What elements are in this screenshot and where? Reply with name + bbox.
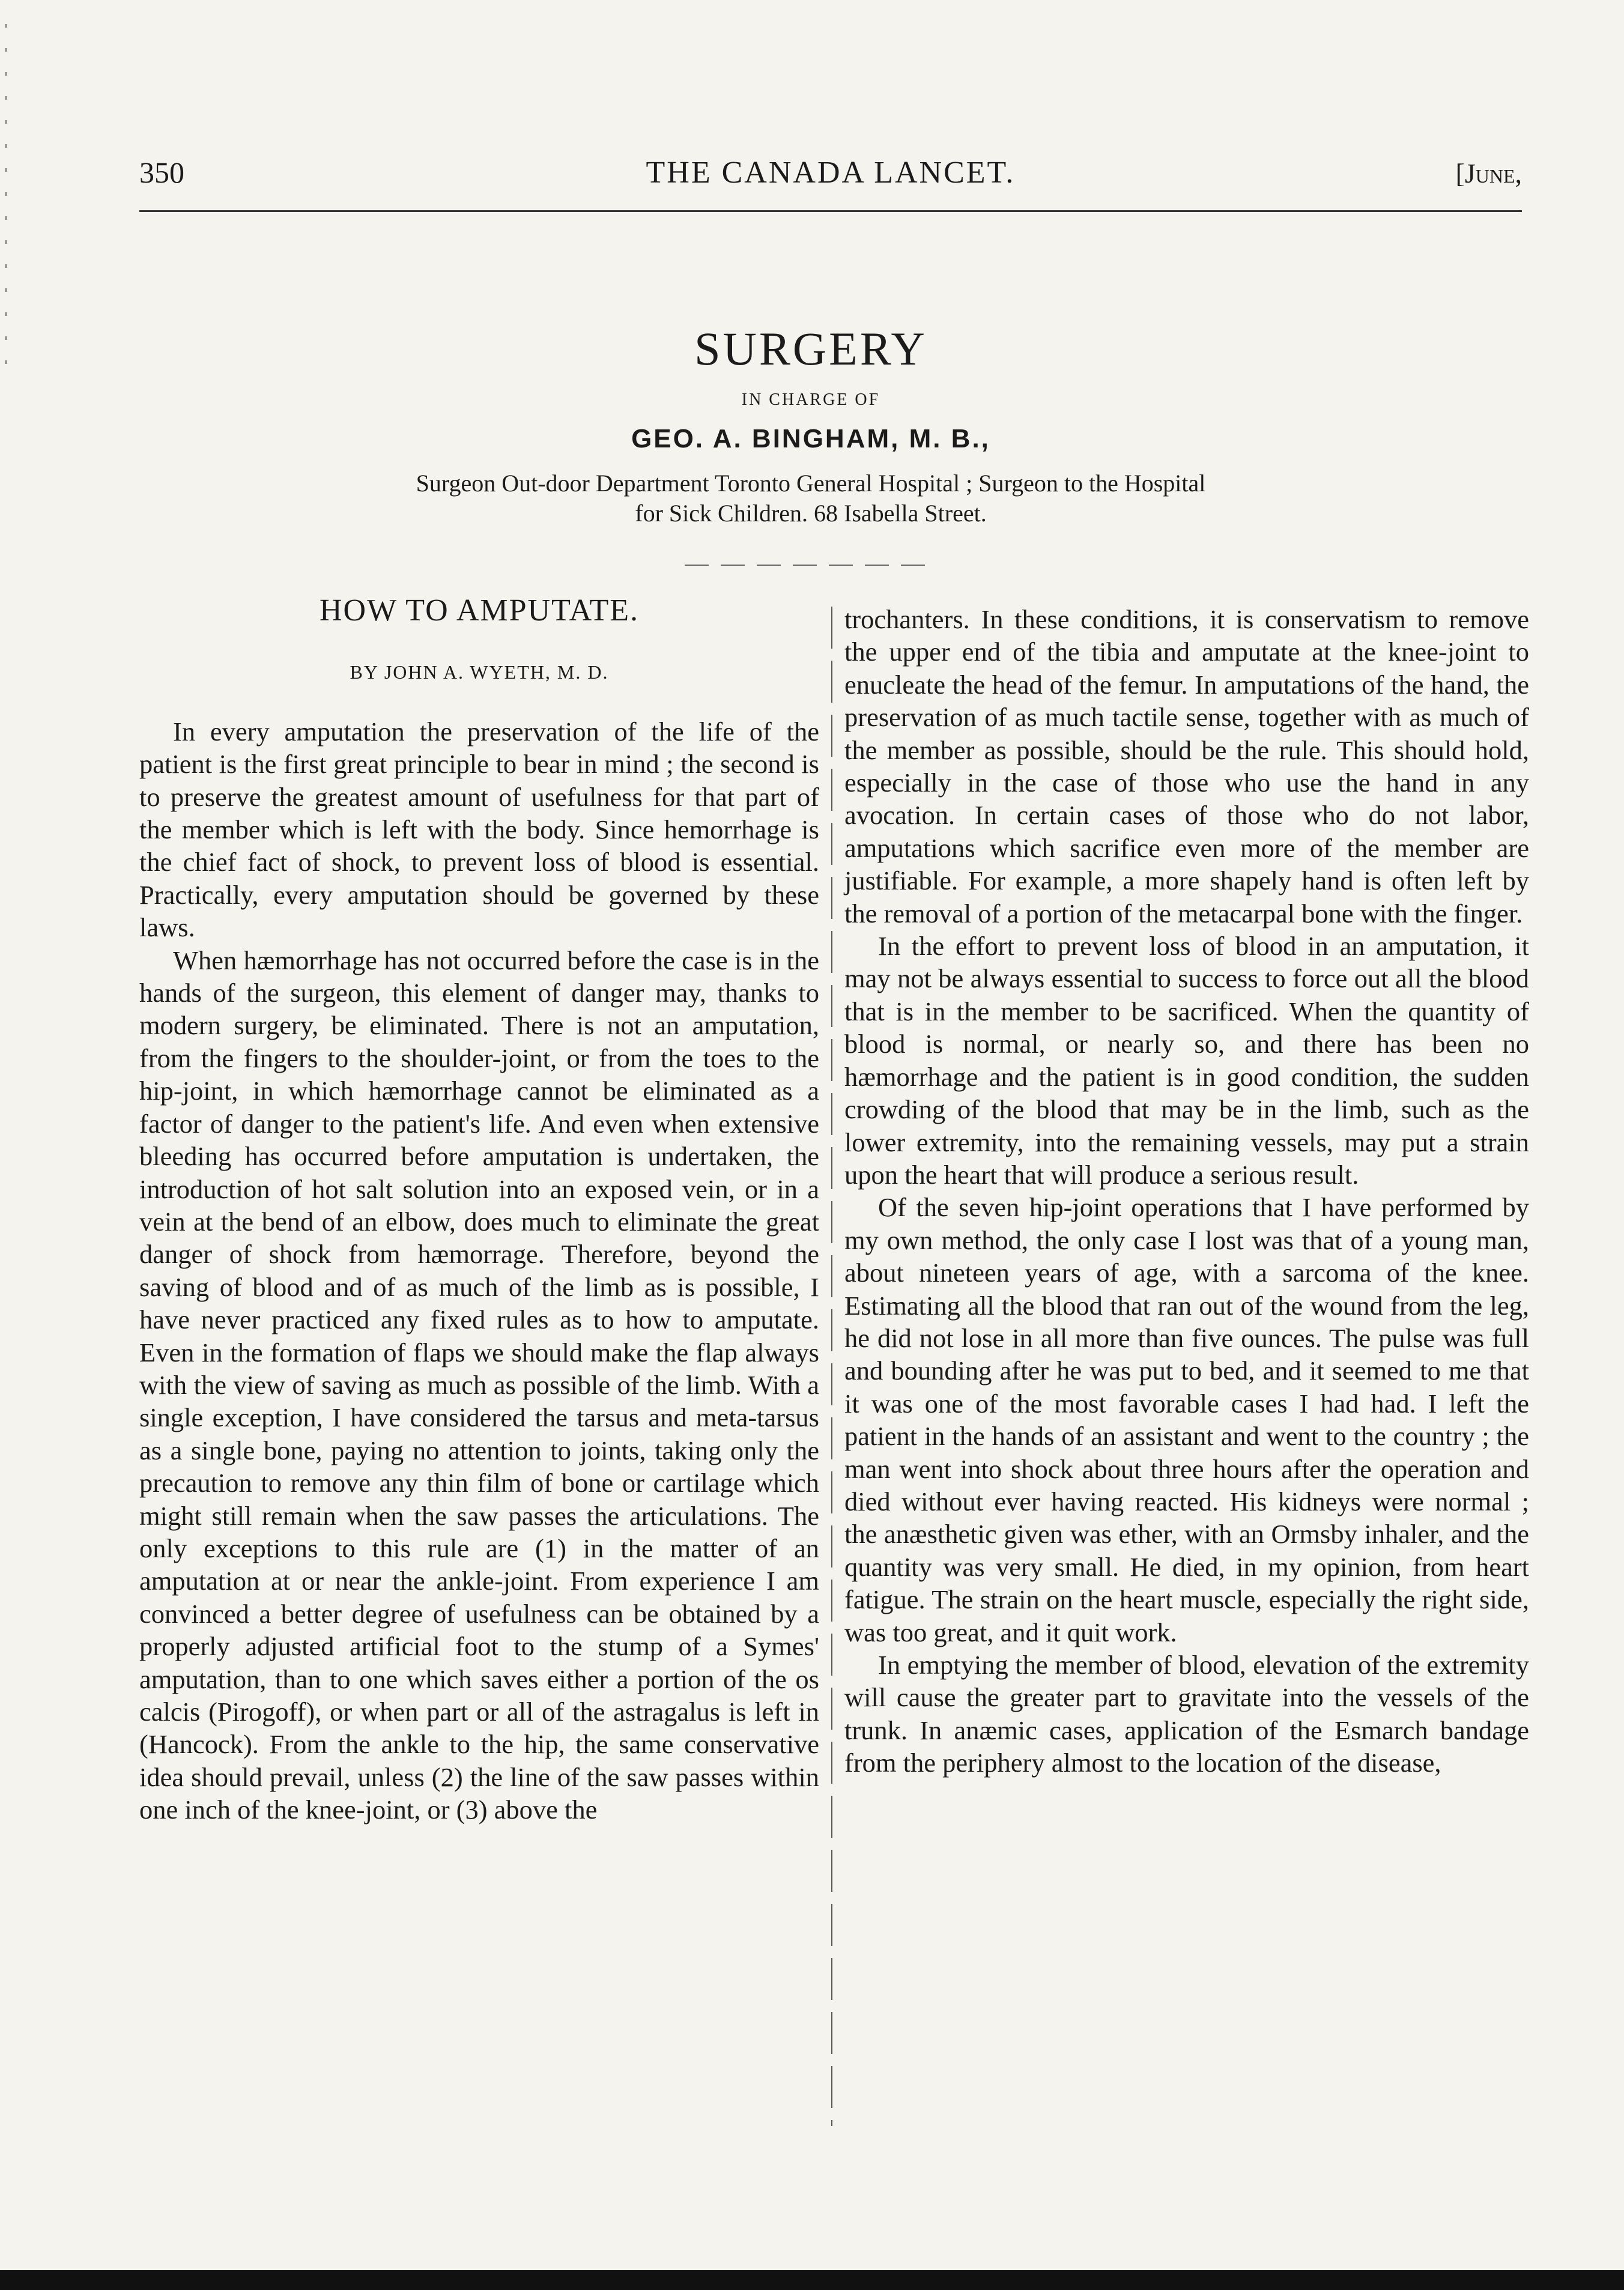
scan-bottom-edge xyxy=(0,2270,1624,2290)
ornamental-rule xyxy=(685,565,937,566)
right-column xyxy=(844,603,1529,1780)
scan-edge-marks xyxy=(5,24,7,384)
section-editor: GEO. A. BINGHAM, M. B., xyxy=(631,423,990,453)
issue-month: [June, xyxy=(1455,158,1522,189)
running-header xyxy=(139,155,1522,203)
header-rule xyxy=(139,210,1522,212)
paragraph: When hæmorrhage has not occurred before the case is in the hands of the surgeon, this element of danger may, thanks to modern surgery, be eliminated. There is not an amputation, from the fingers to the shoulder-joint, or from the toes to the hip-joint, in which hæmorrhage cannot be eliminated as a factor of danger to the patient's life. And even when extensive bleeding has occurred before amputation is undertaken, the introduction of hot salt solution into an exposed vein, or in a vein at the bend of an elbow, does much to eliminate the great danger of shock from hæmorrage. Therefore, beyond the saving of blood and of as much of the limb as is possible, I have never practiced any fixed rules as to how to amputate. Even in the formation of flaps we should make the flap always with the view of saving as much as possible of the limb. With a single exception, I have considered the tarsus and meta-tarsus as a single bone, paying no attention to joints, taking only the precaution to remove any thin film of bone or cartilage which might still remain when the saw passes the articulations. The only exceptions to this rule are (1) in the matter of an amputation at or near the ankle-joint. From experience I am convinced a better degree of usefulness can be obtained by a properly adjusted artificial foot to the stump of a Symes' amputation, than to one which saves either a portion of the os calcis (Pirogoff), or when part or all of the astragalus is left in (Hancock). From the ankle to the hip, the same conservative idea should prevail, unless (2) the line of the saw passes within one inch of the knee-joint, or (3) above the xyxy=(139,945,819,1825)
journal-title: THE CANADA LANCET. xyxy=(646,156,1016,190)
paragraph: trochanters. In these conditions, it is conservatism to remove the upper end of the tibia and amputate at the knee-joint to enucleate the head of the femur. In amputations of the hand, the preservation of as much tactile sense, together with as much of the member as possible, should be the rule. This should hold, especially in the case of those who use the hand in any avocation. In certain cases of those who do not labor, amputations which sacrifice even more of the member are justifiable. For example, a more shapely hand is often left by the removal of a portion of the metacarpal bone with the finger. xyxy=(844,604,1529,928)
article-byline: BY JOHN A. WYETH, M. D. xyxy=(350,661,609,683)
section-title: SURGERY xyxy=(694,323,927,375)
in-charge-label: IN CHARGE OF xyxy=(741,390,880,409)
article-title: HOW TO AMPUTATE. xyxy=(320,593,639,628)
column-divider xyxy=(831,607,832,2126)
affiliation-line-2: for Sick Children. 68 Isabella Street. xyxy=(635,499,987,527)
left-column xyxy=(139,595,819,1826)
editor-affiliation xyxy=(300,468,1321,529)
page-number: 350 xyxy=(139,156,184,189)
paragraph: In every amputation the preservation of the life of the patient is the first great principle to bear in mind ; the second is to preserve the greatest amount of usefulness for that part of the member which is left with the body. Since hemorrhage is the chief fact of shock, to prevent loss of blood is essential. Practically, every amputation should be governed by these laws. xyxy=(139,716,819,943)
section-heading xyxy=(300,324,1321,529)
paragraph: In emptying the member of blood, elevation of the extremity will cause the greater part to gravitate into the vessels of the trunk. In anæmic cases, application of the Esmarch bandage from the periphery almost to the location of the disease, xyxy=(844,1650,1529,1778)
paragraph: In the effort to prevent loss of blood in an amputation, it may not be always essential to success to force out all the blood that is in the member to be sacrificed. When the quantity of blood is normal, or nearly so, and there has been no hæmorrhage and the patient is in good condition, the sudden crowding of the blood that may be in the limb, such as the lower extremity, into the remaining vessels, may put a strain upon the heart that will produce a serious result. xyxy=(844,931,1529,1190)
affiliation-line-1: Surgeon Out-door Department Toronto General Hospital ; Surgeon to the Hospital xyxy=(416,469,1206,497)
paragraph: Of the seven hip-joint operations that I have performed by my own method, the only case I lost was that of a young man, about nineteen years of age, with a sarcoma of the knee. Estimating all the blood that ran out of the wound from the leg, he did not lose in all more than five ounces. The pulse was full and bounding after he was put to bed, and it seemed to me that it was one of the most favorable cases I had had. I left the patient in the hands of an assistant and went to the country ; the man went into shock about three hours after the operation and died without ever having reacted. His kidneys were normal ; the anæsthetic given was ether, with an Ormsby inhaler, and the quantity was very small. He died, in my opinion, from heart fatigue. The strain on the heart muscle, especially the right side, was too great, and it quit work. xyxy=(844,1192,1529,1647)
